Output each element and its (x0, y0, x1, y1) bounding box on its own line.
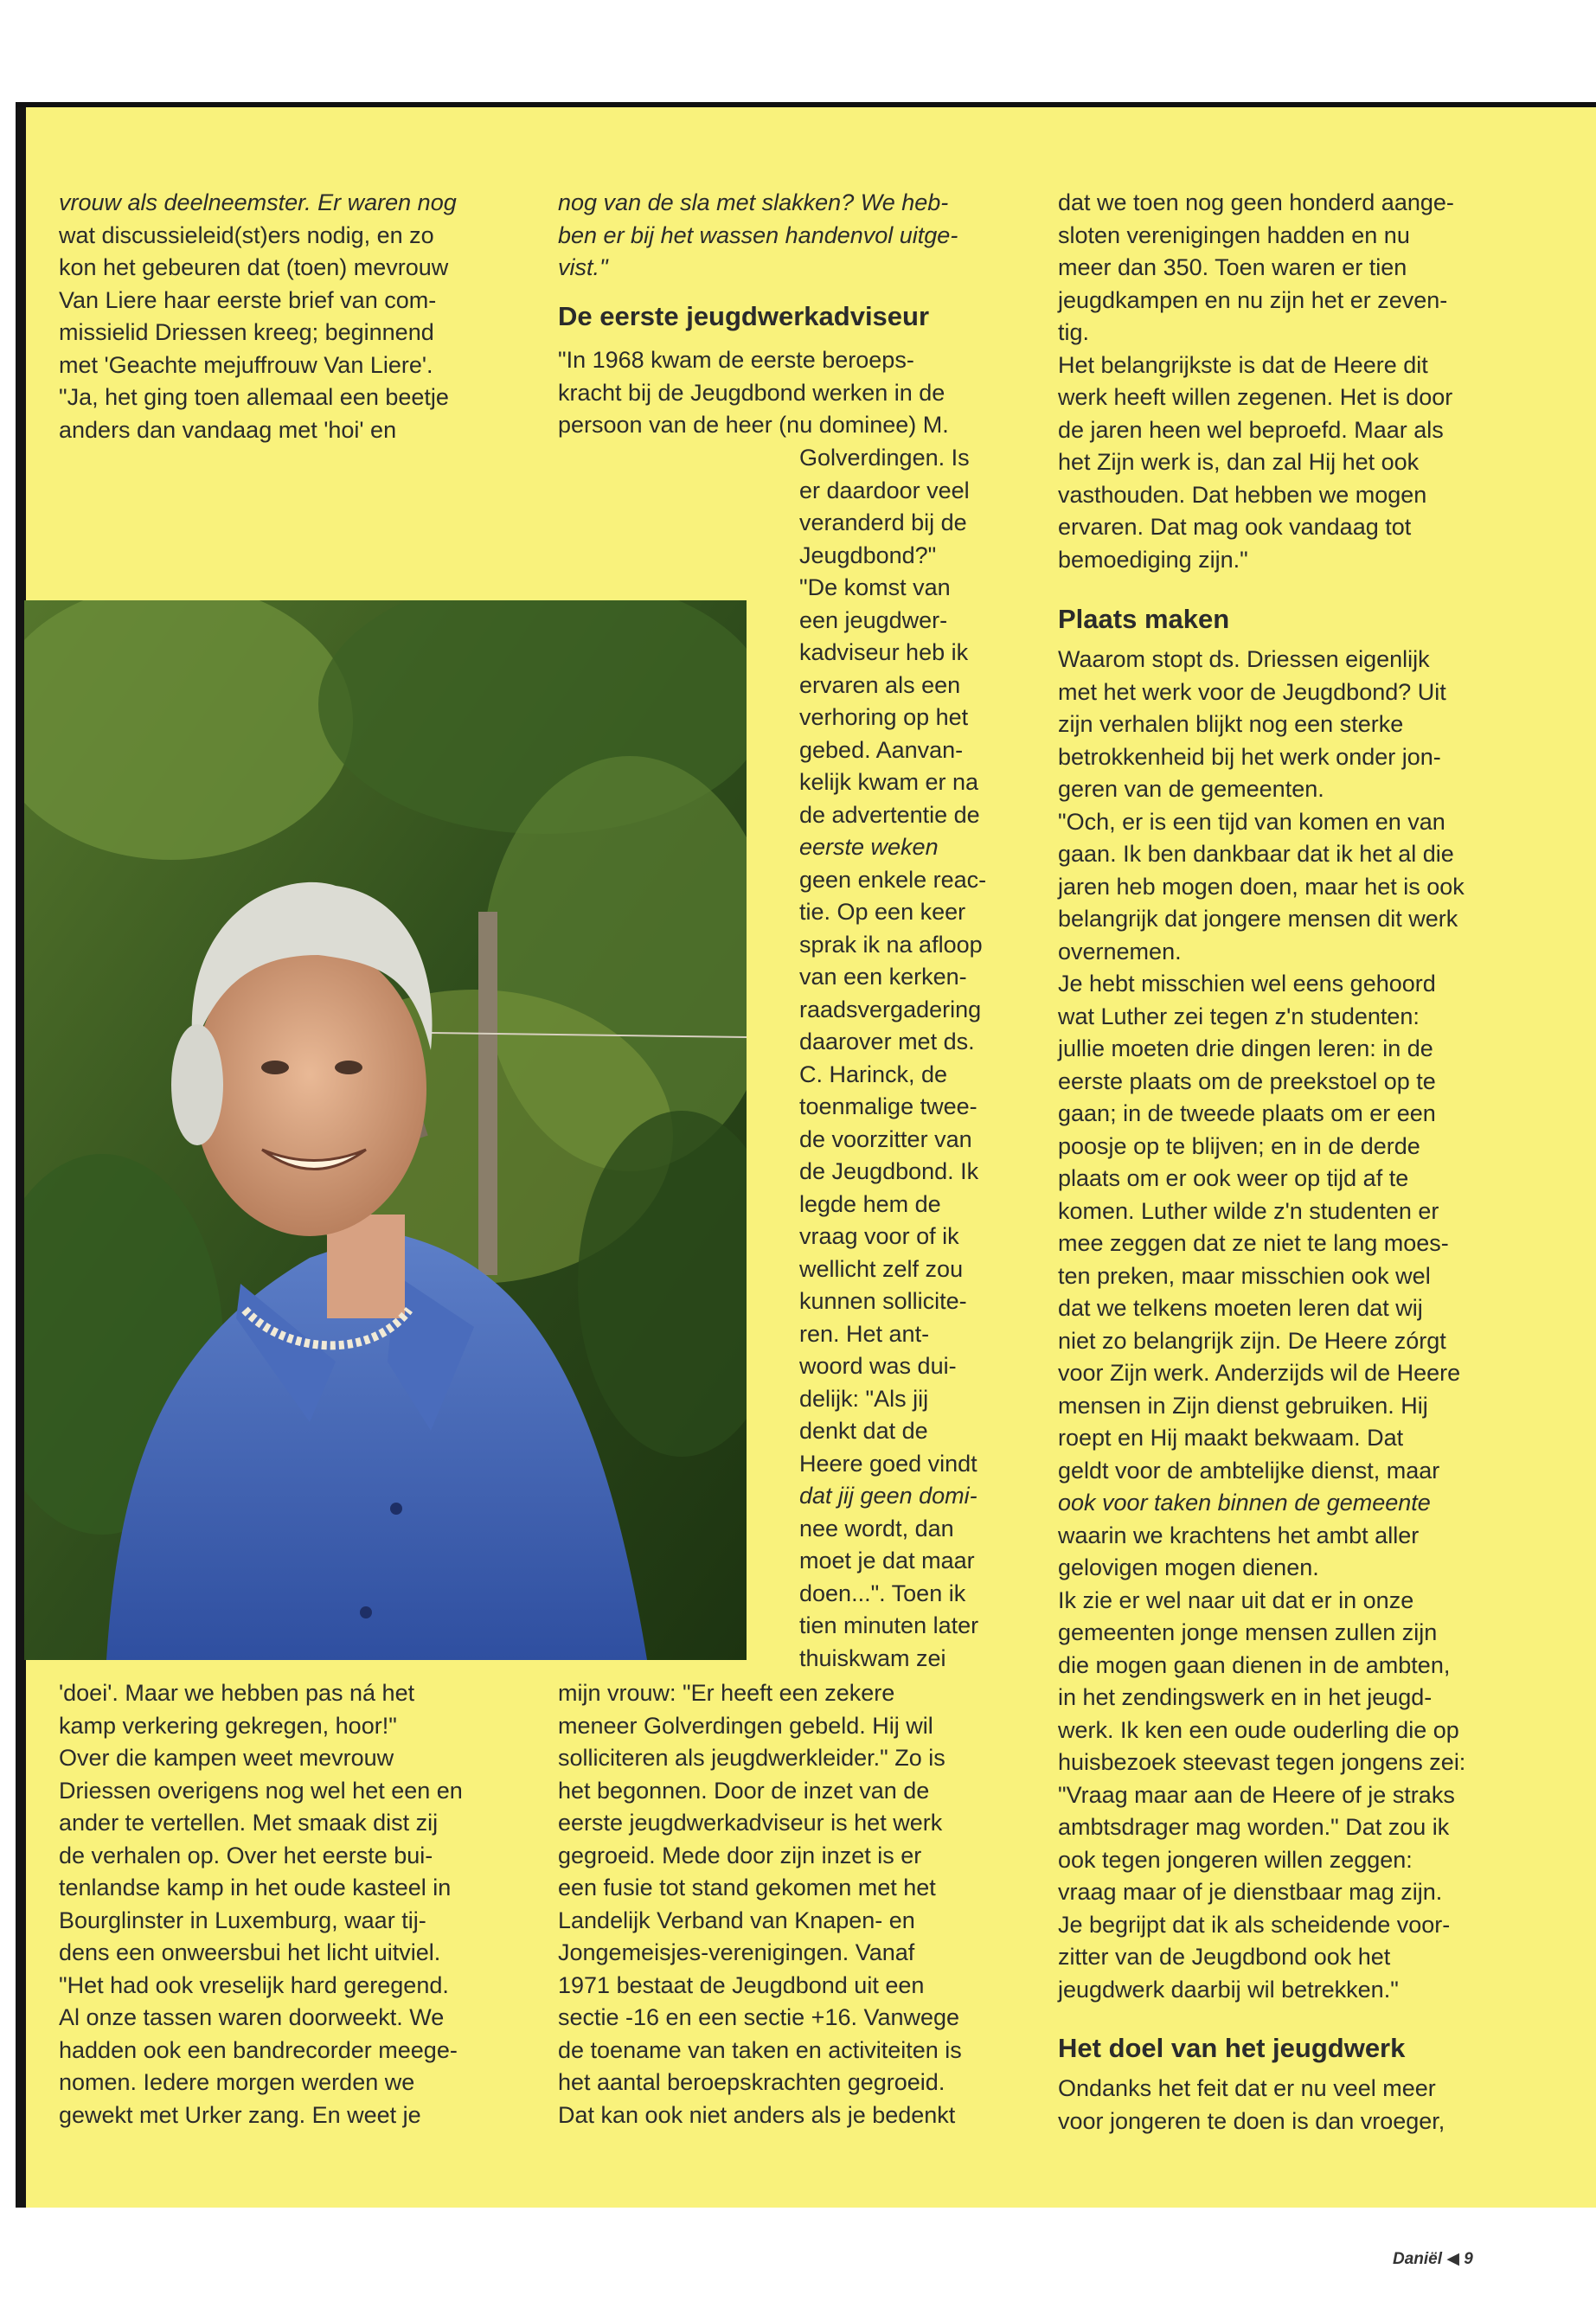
text-line: vasthouden. Dat hebben we mogen (1058, 481, 1427, 508)
text-line: eerste weken (799, 834, 939, 860)
text-line: woord was dui- (799, 1353, 957, 1379)
text-line: vraag maar of je dienstbaar mag zijn. (1058, 1879, 1443, 1905)
text-line: daarover met ds. (799, 1029, 975, 1054)
text-line: dens een onweersbui het licht uitviel. (59, 1939, 441, 1965)
text-line: dat we toen nog geen honderd aange- (1058, 189, 1454, 215)
text-line: in het zendingswerk en in het jeugd- (1058, 1684, 1433, 1710)
text-line: gemeenten jonge mensen zullen zijn (1058, 1619, 1438, 1645)
text-line: geren van de gemeenten. (1058, 776, 1324, 802)
text-line: belangrijk dat jongere mensen dit werk (1058, 906, 1458, 932)
text-line: kunnen sollicite- (799, 1288, 967, 1314)
text-line: een fusie tot stand gekomen met het (558, 1875, 936, 1900)
col1-bottom-paragraph (59, 1677, 463, 2131)
portrait-woman-garden-image (24, 600, 747, 1660)
text-line: de toename van taken en activiteiten is (558, 2036, 962, 2063)
text-line: het begonnen. Door de inzet van de (558, 1777, 930, 1804)
section-heading: Het doel van het jeugdwerk (1058, 2033, 1406, 2063)
text-line: het aantal beroepskrachten gegroeid. (558, 2069, 945, 2095)
text-line: een jeugdwer- (799, 606, 948, 633)
text-line: van een kerken- (799, 964, 967, 990)
text-line: Van Liere haar eerste brief van com- (59, 286, 437, 313)
text-line: kracht bij de Jeugdbond werken in de (558, 379, 945, 406)
text-line: Je hebt misschien wel eens gehoord (1058, 971, 1436, 997)
text-line: Dat kan ook niet anders als je bedenkt (558, 2101, 956, 2128)
magazine-page (16, 102, 1596, 2268)
text-line: raadsvergadering (799, 996, 982, 1022)
text-line: Ondanks het feit dat er nu veel meer (1058, 2075, 1436, 2101)
text-line: wat Luther zei tegen z'n studenten: (1058, 1003, 1420, 1029)
text-line: jeugdkampen en nu zijn het er zeven- (1058, 286, 1448, 313)
text-line: plaats om er ook weer op tijd af te (1058, 1165, 1409, 1191)
text-line: denkt dat de (799, 1418, 928, 1444)
text-line: wat discussieleid(st)ers nodig, en zo (59, 221, 434, 248)
text-line: met 'Geachte mejuffrouw Van Liere'. (59, 351, 433, 378)
text-line: het Zijn werk is, dan zal Hij het ook (1058, 449, 1420, 475)
text-line: wellicht zelf zou (799, 1255, 964, 1282)
text-line: met het werk voor de Jeugdbond? Uit (1058, 678, 1446, 705)
text-line: Je begrijpt dat ik als scheidende voor- (1058, 1911, 1451, 1938)
text-line: C. Harinck, de (799, 1061, 948, 1087)
text-line: zitter van de Jeugdbond ook het (1058, 1944, 1391, 1970)
text-line: Jeugdbond?" (799, 542, 937, 568)
text-line: eerste plaats om de preekstoel op te (1058, 1067, 1436, 1094)
text-line: overnemen. (1058, 938, 1182, 965)
text-line: ook voor taken binnen de gemeente (1058, 1490, 1431, 1516)
text-line: sprak ik na afloop (799, 931, 983, 958)
text-line: gaan. Ik ben dankbaar dat ik het al die (1058, 841, 1454, 867)
text-line: bemoediging zijn." (1058, 546, 1248, 573)
text-line: hadden ook een bandrecorder meege- (59, 2036, 458, 2063)
text-line: ook tegen jongeren willen zeggen: (1058, 1846, 1413, 1873)
text-line: "Het had ook vreselijk hard geregend. (59, 1971, 449, 1998)
text-line: tien minuten later (799, 1612, 979, 1638)
text-line: ervaren als een (799, 671, 961, 698)
text-line: legde hem de (799, 1190, 941, 1217)
text-line: doen...". Toen ik (799, 1580, 966, 1606)
text-line: anders dan vandaag met 'hoi' en (59, 416, 397, 443)
text-line: ervaren. Dat mag ook vandaag tot (1058, 514, 1412, 540)
text-line: gaan; in de tweede plaats om er een (1058, 1100, 1436, 1126)
text-line: Ik zie er wel naar uit dat er in onze (1058, 1586, 1414, 1613)
text-line: Over die kampen weet mevrouw (59, 1745, 394, 1771)
text-line: Jongemeisjes-verenigingen. Vanaf (558, 1939, 915, 1965)
portrait-photo (24, 600, 747, 1660)
text-line: toenmalige twee- (799, 1093, 977, 1119)
text-line: tie. Op een keer (799, 899, 966, 925)
text-line: ander te vertellen. Met smaak dist zij (59, 1810, 439, 1836)
text-line: vist." (558, 254, 608, 280)
text-line: vraag voor of ik (799, 1223, 959, 1249)
text-line: geen enkele reac- (799, 866, 987, 893)
text-line: ben er bij het wassen handenvol uitge- (558, 221, 958, 248)
text-line: mee zeggen dat ze niet te lang moes- (1058, 1230, 1449, 1256)
text-line: ambtsdrager mag worden." Dat zou ik (1058, 1814, 1450, 1840)
text-line: tig. (1058, 319, 1090, 345)
text-line: delijk: "Als jij (799, 1385, 929, 1412)
text-line: geldt voor de ambtelijke dienst, maar (1058, 1457, 1440, 1484)
text-line: missielid Driessen kreeg; beginnend (59, 319, 434, 345)
text-line: komen. Luther wilde z'n studenten er (1058, 1197, 1439, 1224)
text-line: nee wordt, dan (799, 1515, 954, 1541)
text-line: moet je dat maar (799, 1548, 975, 1574)
text-line: roept en Hij maakt bekwaam. Dat (1058, 1425, 1404, 1451)
text-line: thuiskwam zei (799, 1644, 946, 1671)
text-line: dat jij geen domi- (799, 1483, 977, 1509)
text-line: waarin we krachtens het ambt aller (1058, 1522, 1420, 1548)
text-line: nomen. Iedere morgen werden we (59, 2069, 415, 2095)
text-line: tenlandse kamp in het oude kasteel in (59, 1875, 452, 1900)
text-line: jullie moeten drie dingen leren: in de (1058, 1035, 1433, 1061)
text-line: solliciteren als jeugdwerkleider." Zo is (558, 1745, 945, 1771)
text-line: huisbezoek steevast tegen jongens zei: (1058, 1749, 1466, 1775)
text-line: kadviseur heb ik (799, 639, 969, 665)
col2-narrow-paragraph (799, 442, 986, 1675)
col2-top-paragraph (558, 187, 958, 285)
text-line: de Jeugdbond. Ik (799, 1158, 979, 1184)
text-line: de verhalen op. Over het eerste bui- (59, 1842, 433, 1868)
text-line: ten preken, maar misschien ook wel (1058, 1262, 1431, 1289)
magazine-name: Daniël (1393, 2250, 1443, 2268)
text-line: niet zo belangrijk zijn. De Heere zórgt (1058, 1327, 1446, 1354)
text-line: werk heeft willen zegenen. Het is door (1058, 384, 1453, 410)
text-line: kelijk kwam er na (799, 769, 979, 795)
text-line: Landelijk Verband van Knapen- en (558, 1907, 915, 1933)
text-line: "Vraag maar aan de Heere of je straks (1058, 1781, 1455, 1808)
section-heading: De eerste jeugdwerkadviseur (558, 301, 930, 331)
text-line: Heere goed vindt (799, 1450, 977, 1477)
text-line: eerste jeugdwerkadviseur is het werk (558, 1810, 943, 1836)
text-line: gewekt met Urker zang. En weet je (59, 2101, 421, 2128)
text-line: zijn verhalen blijkt nog een sterke (1058, 711, 1404, 737)
text-line: "De komst van (799, 574, 951, 600)
text-line: persoon van de heer (nu dominee) M. (558, 412, 949, 438)
col2-after-heading-paragraph (558, 344, 949, 442)
text-line: 'doei'. Maar we hebben pas ná het (59, 1680, 415, 1706)
text-line: vrouw als deelneemster. Er waren nog (59, 189, 457, 215)
text-line: meneer Golverdingen gebeld. Hij wil (558, 1712, 933, 1739)
text-line: die mogen gaan dienen in de ambten, (1058, 1651, 1451, 1678)
text-line: "Och, er is een tijd van komen en van (1058, 808, 1445, 835)
text-line: sectie -16 en een sectie +16. Vanwege (558, 2004, 960, 2030)
text-line: gegroeid. Mede door zijn inzet is er (558, 1842, 922, 1868)
text-line: "In 1968 kwam de eerste beroeps- (558, 347, 914, 373)
text-line: Al onze tassen waren doorweekt. We (59, 2004, 445, 2030)
text-line: Driessen overigens nog wel het een en (59, 1777, 463, 1804)
text-line: Het belangrijkste is dat de Heere dit (1058, 351, 1428, 378)
text-line: poosje op te blijven; en in de derde (1058, 1132, 1420, 1159)
text-line: meer dan 350. Toen waren er tien (1058, 254, 1407, 280)
text-line: mensen in Zijn dienst gebruiken. Hij (1058, 1392, 1428, 1419)
page-number: 9 (1464, 2250, 1473, 2268)
text-line: voor Zijn werk. Anderzijds wil de Heere (1058, 1360, 1461, 1386)
col1-top-paragraph (59, 187, 457, 446)
col3-middle-paragraph (1058, 644, 1465, 2006)
text-line: 1971 bestaat de Jeugdbond uit een (558, 1971, 925, 1998)
text-line: gelovigen mogen dienen. (1058, 1554, 1319, 1580)
text-line: sloten verenigingen hadden en nu (1058, 221, 1410, 248)
text-line: Bourglinster in Luxemburg, waar tij- (59, 1907, 426, 1933)
text-line: verhoring op het (799, 704, 969, 730)
text-line: gebed. Aanvan- (799, 736, 964, 763)
text-line: nog van de sla met slakken? We heb- (558, 189, 949, 215)
col3-bottom-paragraph (1058, 2073, 1445, 2138)
text-line: mijn vrouw: "Er heeft een zekere (558, 1680, 895, 1706)
text-line: Waarom stopt ds. Driessen eigenlijk (1058, 646, 1430, 672)
text-line: de advertentie de (799, 801, 980, 828)
text-line: jaren heb mogen doen, maar het is ook (1058, 873, 1465, 900)
text-line: dat we telkens moeten leren dat wij (1058, 1295, 1423, 1321)
text-line: kon het gebeuren dat (toen) mevrouw (59, 254, 449, 280)
text-line: de jaren heen wel beproefd. Maar als (1058, 416, 1444, 443)
text-line: jeugdwerk daarbij wil betrekken." (1058, 1976, 1399, 2003)
page-footer (1393, 2249, 1473, 2269)
col2-bottom-paragraph (558, 1677, 962, 2131)
text-line: Golverdingen. Is (799, 445, 970, 471)
text-line: "Ja, het ging toen allemaal een beetje (59, 384, 449, 410)
text-line: betrokkenheid bij het werk onder jon- (1058, 743, 1441, 770)
text-line: er daardoor veel (799, 477, 970, 503)
text-line: ren. Het ant- (799, 1320, 930, 1347)
text-line: veranderd bij de (799, 510, 967, 535)
col3-top-paragraph (1058, 187, 1454, 576)
arrow-icon: ◀ (1446, 2250, 1459, 2268)
text-line: werk. Ik ken een oude ouderling die op (1058, 1716, 1459, 1743)
text-line: voor jongeren te doen is dan vroeger, (1058, 2107, 1445, 2134)
text-line: de voorzitter van (799, 1125, 972, 1152)
section-heading: Plaats maken (1058, 604, 1230, 634)
text-line: kamp verkering gekregen, hoor!" (59, 1712, 397, 1739)
